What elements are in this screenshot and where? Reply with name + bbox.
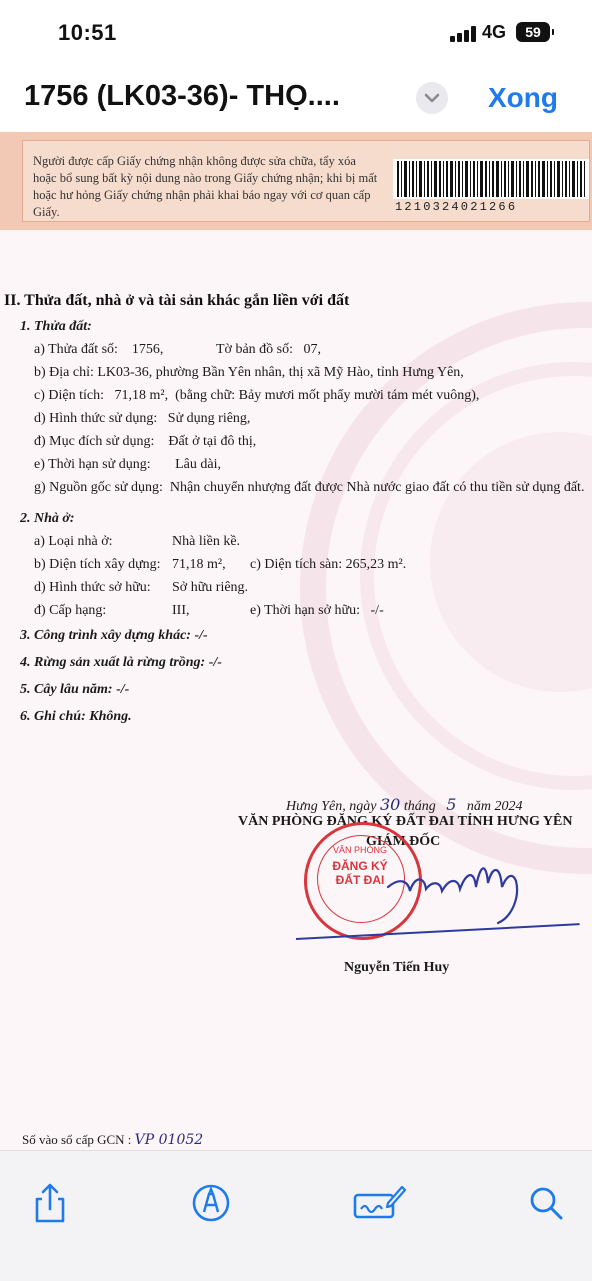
done-button[interactable]: Xong	[488, 82, 558, 113]
handwritten-signature	[380, 847, 530, 927]
grade-label: đ) Cấp hạng:	[34, 603, 107, 618]
land-use-purpose	[34, 434, 256, 450]
ownership-term-value: -/-	[370, 603, 384, 618]
signer-role: GIÁM ĐỐC	[366, 834, 441, 849]
planted-forest: 4. Rừng sản xuất là rừng trồng: -/-	[20, 655, 222, 670]
land-parcel-number	[34, 342, 163, 358]
land-use-term	[34, 457, 221, 473]
land-area	[34, 388, 479, 404]
document-page	[0, 132, 592, 1150]
house-type	[34, 534, 113, 550]
issue-month: 5	[446, 795, 457, 814]
land-area-label: c) Diện tích:	[34, 388, 104, 403]
land-map-sheet	[216, 342, 321, 358]
land-use-form	[34, 411, 250, 427]
ownership-label: d) Hình thức sở hữu:	[34, 580, 151, 595]
cellular-signal-icon	[450, 26, 478, 42]
register-value: VP 01052	[134, 1132, 204, 1148]
network-type: 4G	[482, 22, 507, 42]
register-label: Số vào sổ cấp GCN :	[22, 1132, 132, 1147]
navigation-bar	[0, 62, 592, 132]
issue-day: 30	[379, 795, 401, 814]
house-ownership-value: Sở hữu riêng.	[172, 580, 249, 595]
issue-month-word: tháng	[403, 799, 436, 814]
issue-place: Hưng Yên, ngày	[286, 799, 377, 814]
seal-top-text: VĂN PHÒNG	[332, 845, 387, 855]
search-button[interactable]	[524, 1181, 568, 1225]
house-floor-area	[250, 557, 406, 573]
share-button[interactable]	[28, 1181, 72, 1225]
search-icon	[524, 1181, 568, 1225]
bottom-toolbar	[0, 1150, 592, 1281]
use-term-label: e) Thời hạn sử dụng:	[34, 457, 151, 472]
house-grade	[34, 603, 106, 619]
use-form-label: d) Hình thức sử dụng:	[34, 411, 158, 426]
land-address: b) Địa chỉ: LK03-36, phường Bần Yên nhân, thị xã Mỹ Hào, tỉnh Hưng Yên,	[34, 365, 464, 380]
barcode-number: 1210324021266	[395, 200, 518, 214]
house-heading-text: 2. Nhà ở:	[20, 511, 75, 526]
status-bar	[0, 0, 592, 62]
house-type-value: Nhà liền kề.	[172, 534, 241, 549]
issue-year: năm 2024	[466, 799, 523, 814]
share-icon	[28, 1181, 72, 1225]
map-sheet-value: 07,	[303, 342, 322, 357]
markup-pen-icon	[189, 1181, 233, 1225]
house-ownership-term	[250, 603, 384, 619]
land-parcel-label: a) Thửa đất số:	[34, 342, 118, 357]
ownership-term-label: e) Thời hạn sở hữu:	[250, 603, 361, 618]
house-type-label: a) Loại nhà ở:	[34, 534, 113, 549]
land-origin	[34, 480, 584, 496]
built-area-label: b) Diện tích xây dựng:	[34, 557, 161, 572]
signer-name: Nguyễn Tiến Huy	[344, 960, 450, 975]
certificate-header-band	[0, 132, 592, 230]
barcode	[393, 159, 589, 199]
status-time: 10:51	[58, 20, 117, 45]
use-term-value: Lâu dài,	[175, 457, 221, 472]
use-form-value: Sử dụng riêng,	[167, 411, 251, 426]
section-title: II. Thửa đất, nhà ở và tài sản khác gắn liền với đất	[4, 292, 350, 309]
house-built-area	[34, 557, 161, 573]
title-menu-button[interactable]	[416, 82, 448, 114]
chevron-down-icon	[424, 92, 440, 104]
floor-area-value: 265,23 m².	[345, 557, 407, 572]
floor-area-label: c) Diện tích sàn:	[250, 557, 343, 572]
house-grade-value: III,	[172, 603, 190, 618]
land-heading-text: 1. Thửa đất:	[20, 319, 92, 334]
signature-button[interactable]	[352, 1181, 406, 1225]
use-purpose-label: đ) Mục đích sử dụng:	[34, 434, 155, 449]
house-ownership	[34, 580, 151, 596]
issuing-office: VĂN PHÒNG ĐĂNG KÝ ĐẤT ĐAI TỈNH HƯNG YÊN	[238, 814, 573, 829]
notes: 6. Ghi chú: Không.	[20, 709, 132, 724]
header-frame	[22, 140, 590, 222]
perennial-trees: 5. Cây lâu năm: -/-	[20, 682, 130, 697]
issue-date	[286, 795, 523, 815]
house-built-area-value: 71,18 m²,	[172, 557, 226, 572]
certificate-warning-note: Người được cấp Giấy chứng nhận không được sửa chữa, tẩy xóa hoặc bổ sung bất kỳ nội dung nào trong Giấy chứng nhận; khi bị mất hoặc hư hỏng Giấy chứng nhận phải khai báo ngay với cơ quan cấp Giấy.	[33, 154, 378, 219]
origin-label: g) Nguồn gốc sử dụng:	[34, 480, 163, 495]
house-heading	[20, 511, 75, 527]
land-parcel-value: 1756,	[131, 342, 164, 357]
land-area-words: (bằng chữ: Bảy mươi mốt phẩy mười tám mét vuông),	[175, 388, 480, 403]
map-sheet-label: Tờ bản đồ số:	[216, 342, 294, 357]
document-title[interactable]: 1756 (LK03-36)- THỌ....	[24, 80, 340, 112]
use-purpose-value: Đất ở tại đô thị,	[168, 434, 257, 449]
land-area-value: 71,18 m²,	[114, 388, 169, 403]
battery-icon: 59	[516, 22, 550, 42]
markup-button[interactable]	[189, 1181, 233, 1225]
seal-center-text: ĐĂNG KÝ ĐẤT ĐAI	[332, 859, 388, 887]
other-constructions: 3. Công trình xây dựng khác: -/-	[20, 628, 208, 643]
gcn-register-number	[22, 1132, 203, 1148]
land-heading	[20, 319, 92, 335]
signature-icon	[352, 1181, 406, 1225]
origin-value: Nhận chuyển nhượng đất được Nhà nước giao đất có thu tiền sử dụng đất.	[169, 480, 585, 495]
